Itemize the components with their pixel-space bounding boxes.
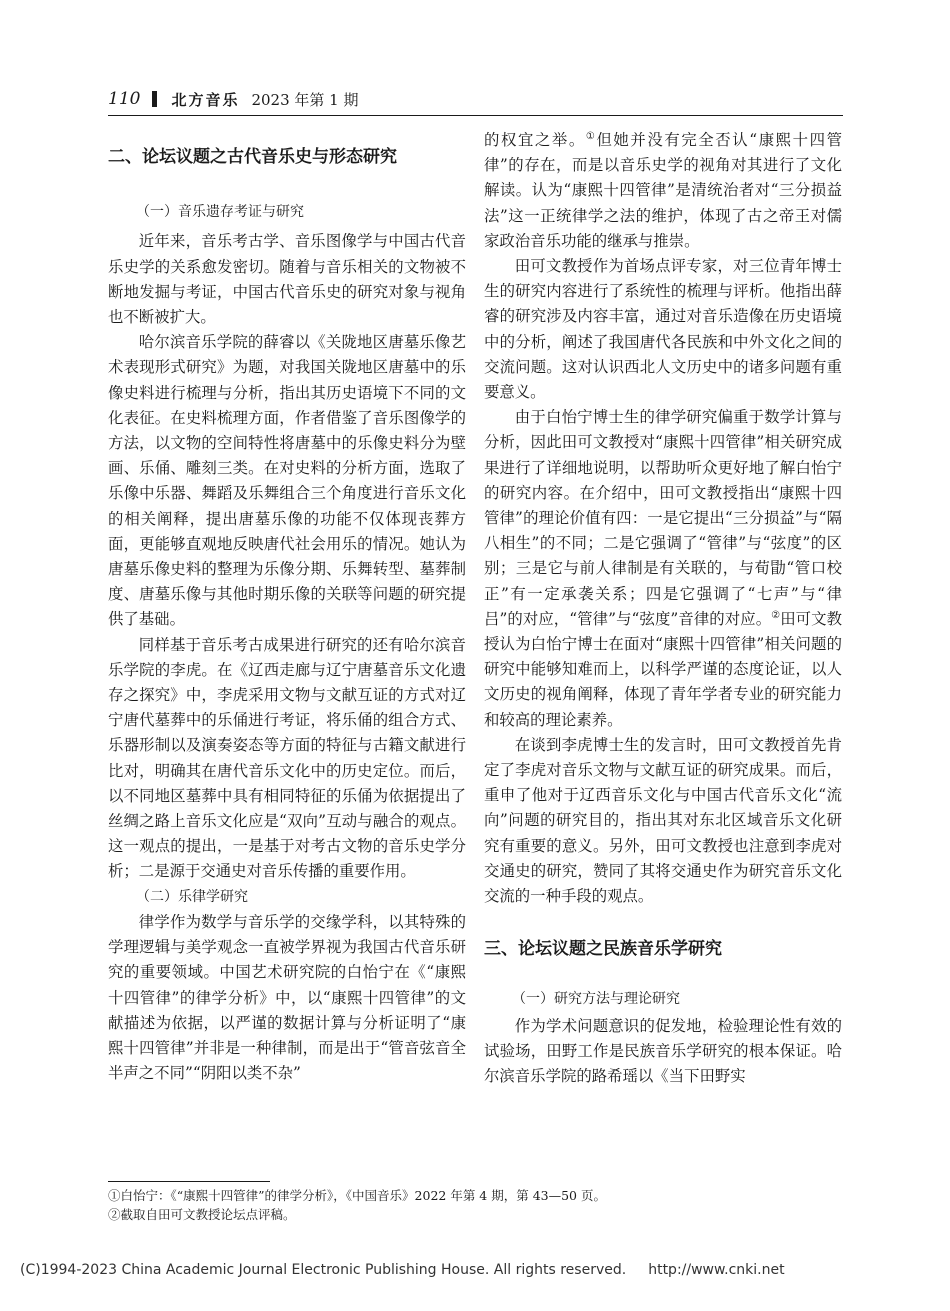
running-header xyxy=(108,88,843,110)
paragraph-4: 律学作为数学与音乐学的交缘学科，以其特殊的学理逻辑与美学观念一直被学界视为我国古代音乐研究的重要领域。中国艺术研究院的白怡宁在《“康熙十四管律”的律学分析》中，以“康熙十四管律”的文献描述为依据，以严谨的数据计算与分析证明了“康熙十四管律”并非是一种律制，而是出于“管音弦音全半声之不同”“阴阳以类不杂” xyxy=(108,912,466,1083)
copyright-text: (C)1994-2023 China Academic Journal Electronic Publishing House. All rights reserved. xyxy=(20,1262,627,1278)
header-bar-divider xyxy=(152,91,157,107)
paragraph-9: 作为学术问题意识的促发地，检验理论性有效的试验场，田野工作是民族音乐学研究的根本保证。哈尔滨音乐学院的路希瑶以《当下田野实 xyxy=(484,1016,842,1086)
section-3-title: 三、论坛议题之民族音乐学研究 xyxy=(484,939,722,960)
subsection-1-title: （一）音乐遗存考证与研究 xyxy=(136,204,304,221)
journal-title: 北方音乐 xyxy=(171,90,240,109)
issue-label: 2023 年第 1 期 xyxy=(251,90,359,109)
paragraph-3: 同样基于音乐考古成果进行研究的还有哈尔滨音乐学院的李虎。在《辽西走廊与辽宁唐墓音乐文化遗存之探究》中，李虎采用文物与文献互证的方式对辽宁唐代墓葬中的乐俑进行考证，将乐俑的组合方式、乐器形制以及演奏姿态等方面的特征与古籍文献进行比对，明确其在唐代音乐文化中的历史定位。而后，以不同地区墓葬中具有相同特征的乐俑为依据提出了丝绸之路上音乐文化应是“双向”互动与融合的观点。这一观点的提出，一是基于对考古文物的音乐史学分析；二是源于交通史对音乐传播的重要作用。 xyxy=(108,635,466,881)
footnote-2: ②截取自田可文教授论坛点评稿。 xyxy=(108,1207,296,1222)
subsection-3-title: （一）研究方法与理论研究 xyxy=(512,990,680,1007)
paragraph-7 xyxy=(484,405,842,733)
page-number: 110 xyxy=(108,89,141,109)
paragraph-8: 在谈到李虎博士生的发言时，田可文教授首先肯定了李虎对音乐文物与文献互证的研究成果。而后，重申了他对于辽西音乐文化与中国古代音乐文化“流向”问题的研究目的，指出其对东北区域音乐文化研究有重要的意义。另外，田可文教授也注意到李虎对交通史的研究，赞同了其将交通史作为研究音乐文化交流的一种手段的观点。 xyxy=(484,735,842,906)
paragraph-1: 近年来，音乐考古学、音乐图像学与中国古代音乐史学的关系愈发密切。随着与音乐相关的文物被不断地发掘与考证，中国古代音乐史的研究对象与视角也不断被扩大。 xyxy=(108,232,466,327)
footnote-ref-2[interactable]: ② xyxy=(771,609,781,621)
paragraph-2: 哈尔滨音乐学院的薛睿以《关陇地区唐墓乐像艺术表现形式研究》为题，对我国关陇地区唐墓中的乐像史料进行梳理与分析，指出其历史语境下不同的文化表征。在史料梳理方面，作者借鉴了音乐图像学的方法，以文物的空间特性将唐墓中的乐像史料分为壁画、乐俑、雕刻三类。在对史料的分析方面，选取了乐像中乐器、舞蹈及乐舞组合三个角度进行音乐文化的相关阐释，提出唐墓乐像的功能不仅体现丧葬方面，更能够直观地反映唐代社会用乐的情况。她认为唐墓乐像史料的整理为乐像分期、乐舞转型、墓葬制度、唐墓乐像与其他时期乐像的关联等问题的研究提供了基础。 xyxy=(108,333,466,629)
subsection-2-title: （二）乐律学研究 xyxy=(136,888,248,905)
paragraph-5 xyxy=(484,128,842,254)
cnki-link[interactable]: http://www.cnki.net xyxy=(648,1262,785,1278)
right-column xyxy=(484,128,842,1089)
header-rule xyxy=(108,115,843,116)
paragraph-5-part-b: 但她并没有完全否认“康熙十四管律”的存在，而是以音乐史学的视角对其进行了文化解读。认为“康熙十四管律”是清统治者对“三分损益法”这一正统律学之法的维护，体现了古之帝王对儒家政治音乐功能的继承与推崇。 xyxy=(484,131,842,250)
footnote-1: ①白怡宁：《“康熙十四管律”的律学分析》，《中国音乐》2022 年第 4 期，第 43—50 页。 xyxy=(108,1188,606,1203)
paragraph-7-part-b: 田可文教授认为白怡宁博士在面对“康熙十四管律”相关问题的研究中能够知难而上，以科学严谨的态度论证，以人文历史的视角阐释，体现了青年学者专业的研究能力和较高的理论素养。 xyxy=(484,609,842,729)
section-2-title: 二、论坛议题之古代音乐史与形态研究 xyxy=(108,147,397,167)
footnotes xyxy=(108,1186,843,1224)
footnote-ref-1[interactable]: ① xyxy=(585,130,597,142)
paragraph-6: 田可文教授作为首场点评专家，对三位青年博士生的研究内容进行了系统性的梳理与评析。他指出薛睿的研究涉及内容丰富，通过对音乐造像在历史语境中的分析，阐述了我国唐代各民族和中外文化之间的交流问题。这对认识西北人文历史中的诸多问题有重要意义。 xyxy=(484,257,842,402)
paragraph-7-part-a: 由于白怡宁博士生的律学研究偏重于数学计算与分析，因此田可文教授对“康熙十四管律”相关研究成果进行了详细地说明，以帮助听众更好地了解白怡宁的研究内容。在介绍中，田可文教授指出“康熙十四管律”的理论价值有四：一是它提出“三分损益”与“隔八相生”的不同；二是它强调了“管律”与“弦度”的区别；三是它与前人律制是有关联的，与荀勖“管口校正”有一定承袭关系；四是它强调了“七声”与“律吕”的对应，“管律”与“弦度”音律的对应。 xyxy=(484,408,842,628)
left-column xyxy=(108,128,466,1086)
copyright-footer xyxy=(20,1262,930,1278)
footnote-rule xyxy=(108,1181,270,1182)
paragraph-5-part-a: 的权宜之举。 xyxy=(484,131,586,149)
